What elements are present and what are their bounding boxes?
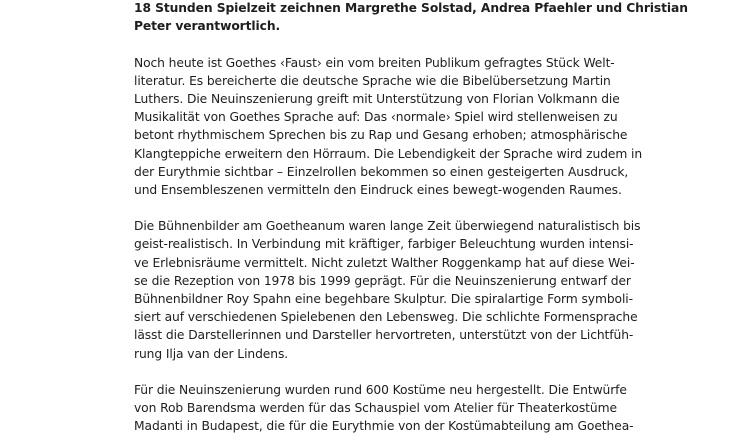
text-line: siert auf verschiedenen Spielebenen den Lebensweg. Die schlichte Formensprache [134,310,638,325]
intro-paragraph [134,0,734,35]
text-line: geist-realistisch. In Verbindung mit kräftiger, farbiger Beleuchtung wurden intensi- [134,237,634,252]
text-line: der Eurythmie sichtbar – Einzelrollen bekommen so einen gesteigerten Ausdruck, [134,164,629,179]
paragraph-faust-language [134,54,734,200]
paragraph-gap [134,363,734,381]
text-line: betont rhythmischem Sprechen bis zu Rap und Gesang erhoben; atmosphärische [134,128,628,143]
text-line: lässt die Darstellerinnen und Darsteller hervortreten, unterstützt von der Lichtfüh- [134,328,634,343]
text-line: literatur. Es bereicherte die deutsche Sprache wie die Bibelübersetzung Martin [134,73,611,88]
paragraph-gap [134,199,734,217]
text-line: von Rob Barendsma werden für das Schauspiel vom Atelier für Theaterkostüme [134,401,617,416]
text-line: se die Rezeption von 1978 bis 1999 geprägt. Für die Neuinszenierung entwarf der [134,273,631,288]
text-line: Madanti in Budapest, die für die Eurythmie von der Kostümabteilung am Goethea- [134,419,634,434]
text-line: rung Ilja van der Lindens. [134,346,289,361]
text-line: ve Erlebnisräume vermittelt. Nicht zuletzt Walther Roggenkamp hat auf diese Wei- [134,255,635,270]
text-line: Noch heute ist Goethes ‹Faust› ein vom breiten Publikum gefragtes Stück Welt- [134,55,615,70]
text-line: Musikalität von Goethes Sprache auf: Das ‹normale› Spiel wird stellenweisen zu [134,110,618,125]
text-line: Die Bühnenbilder am Goetheanum waren lange Zeit überwiegend naturalistisch bis [134,219,641,234]
text-line: Bühnenbildner Roy Spahn eine begehbare Skulptur. Die spiralartige Form symboli- [134,292,633,306]
paragraph-gap [134,35,734,53]
paragraph-stage-design [134,217,734,363]
text-line: Klangteppiche erweitern den Hörraum. Die Lebendigkeit der Sprache wird zudem in [134,146,643,161]
text-line: und Ensembleszenen vermitteln den Eindruck eines bewegt-wogenden Raumes. [134,182,622,197]
text-line: Für die Neuinszenierung wurden rund 600 Kostüme neu hergestellt. Die Entwürfe [134,382,627,397]
text-line: Peter verantwortlich. [134,19,281,34]
document-page [134,0,734,436]
paragraph-costumes [134,381,734,436]
text-line: 18 Stunden Spielzeit zeichnen Margrethe Solstad, Andrea Pfaehler und Christian [134,1,688,15]
text-line: Luthers. Die Neuinszenierung greift mit Unterstützung von Florian Volkmann die [134,91,620,106]
